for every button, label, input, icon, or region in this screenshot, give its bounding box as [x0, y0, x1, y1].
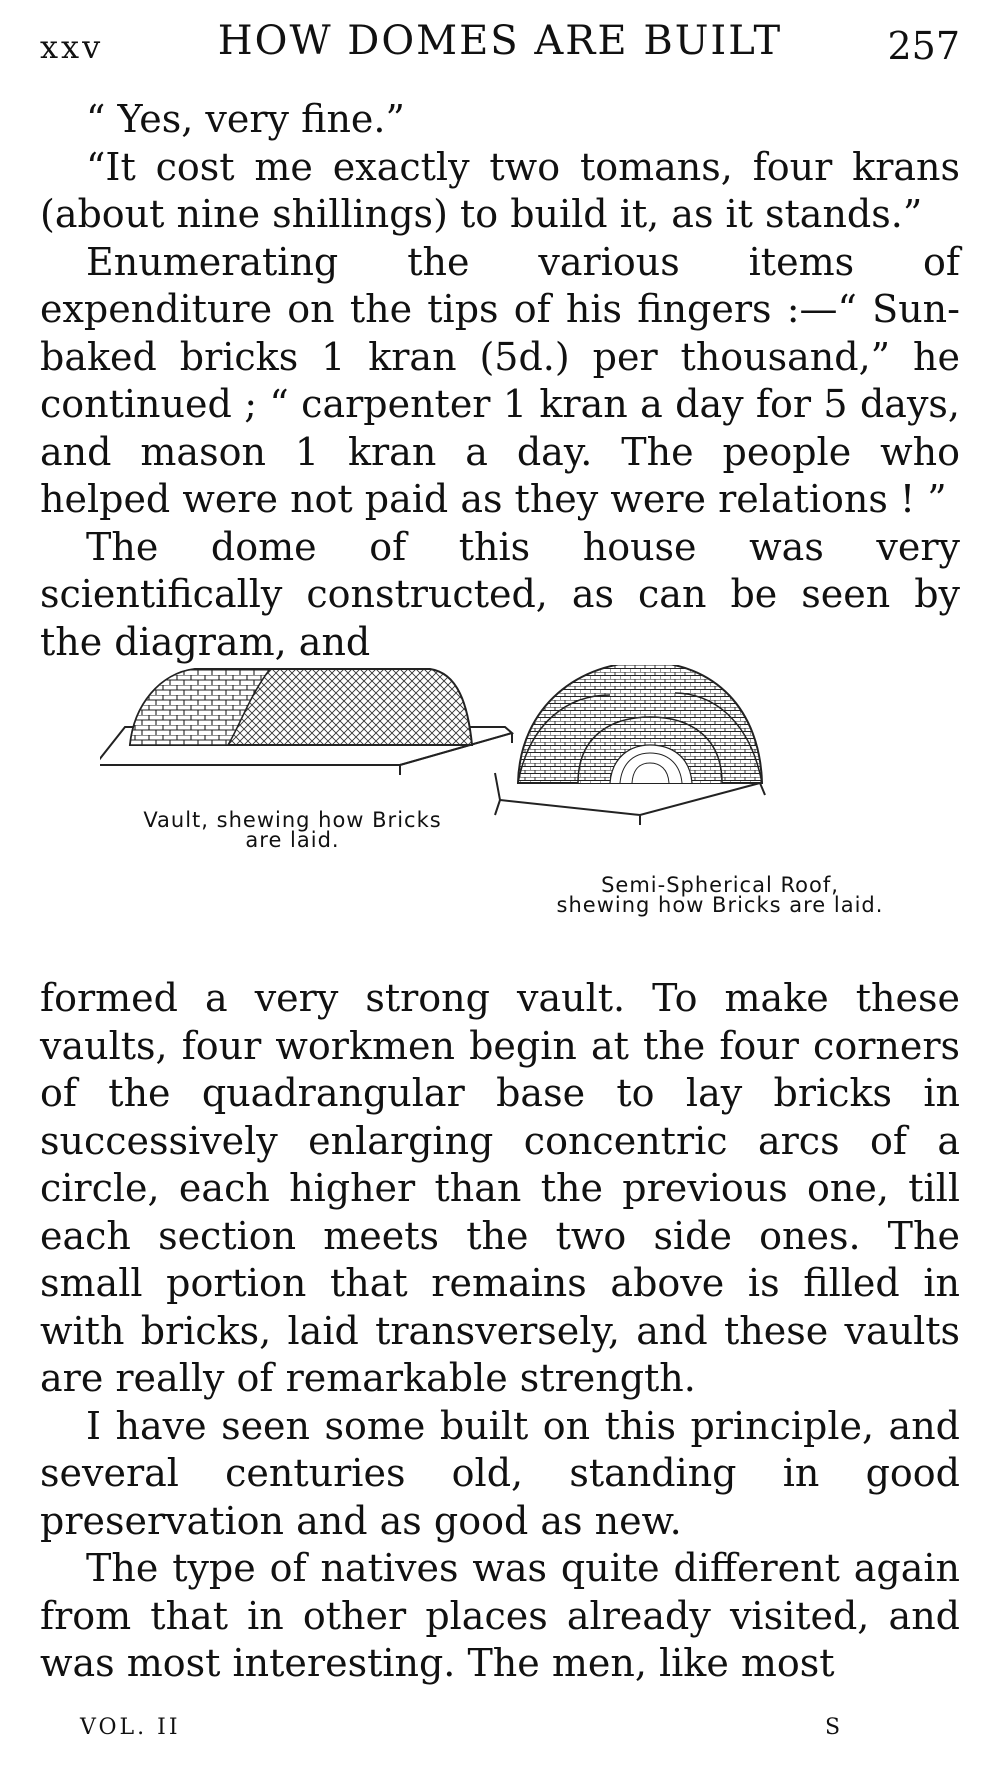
- dome-caption: [540, 875, 900, 915]
- caption-line: Semi-Spherical Roof,: [601, 873, 839, 897]
- vault-drawing: [100, 669, 512, 775]
- running-title: HOW DOMES ARE BUILT: [217, 18, 783, 64]
- paragraph: “It cost me exactly two tomans, four krans (about nine shillings) to build it, as it stands.”: [40, 144, 960, 236]
- caption-line: are laid.: [245, 828, 340, 852]
- running-header: [40, 14, 960, 74]
- paragraph: Enumerating the various items of expenditure on the tips of his fingers :—“ Sun-baked bricks 1 kran (5d.) per thousand,” he continued ; “ carpenter 1 kran a day for 5 days, and mason 1 kran a day. The people who helped were not paid as they were relations ! ”: [40, 239, 960, 521]
- chapter-number: xxv: [40, 28, 104, 66]
- page-number: 257: [887, 24, 960, 68]
- paragraph: The type of natives was quite different again from that in other places already visited, and was most interesting. The men, like most: [40, 1546, 960, 1685]
- vault-caption: [120, 810, 465, 850]
- signature-mark: S: [825, 1715, 844, 1740]
- volume-label: VOL. II: [80, 1715, 181, 1740]
- paragraph: “ Yes, very fine.”: [86, 97, 405, 141]
- dome-drawing: [495, 665, 765, 825]
- body-text-top: [40, 96, 960, 666]
- caption-line: shewing how Bricks are laid.: [556, 893, 884, 917]
- caption-line: Vault, shewing how Bricks: [143, 808, 442, 832]
- body-text-bottom: [40, 975, 960, 1688]
- paragraph: The dome of this house was very scientifically constructed, as can be seen by the diagram, and: [40, 524, 960, 664]
- paragraph: formed a very strong vault. To make these vaults, four workmen begin at the four corners of the quadrangular base to lay bricks in successively enlarging concentric arcs of a circle, each higher than the previous one, till each section meets the two side ones. The small portion that remains above is filled in with bricks, laid transversely, and these vaults are really of remarkable strength.: [40, 976, 960, 1400]
- paragraph: I have seen some built on this principle, and several centuries old, standing in good preservation and as good as new.: [40, 1403, 960, 1543]
- brick-diagram-figure: [100, 665, 960, 925]
